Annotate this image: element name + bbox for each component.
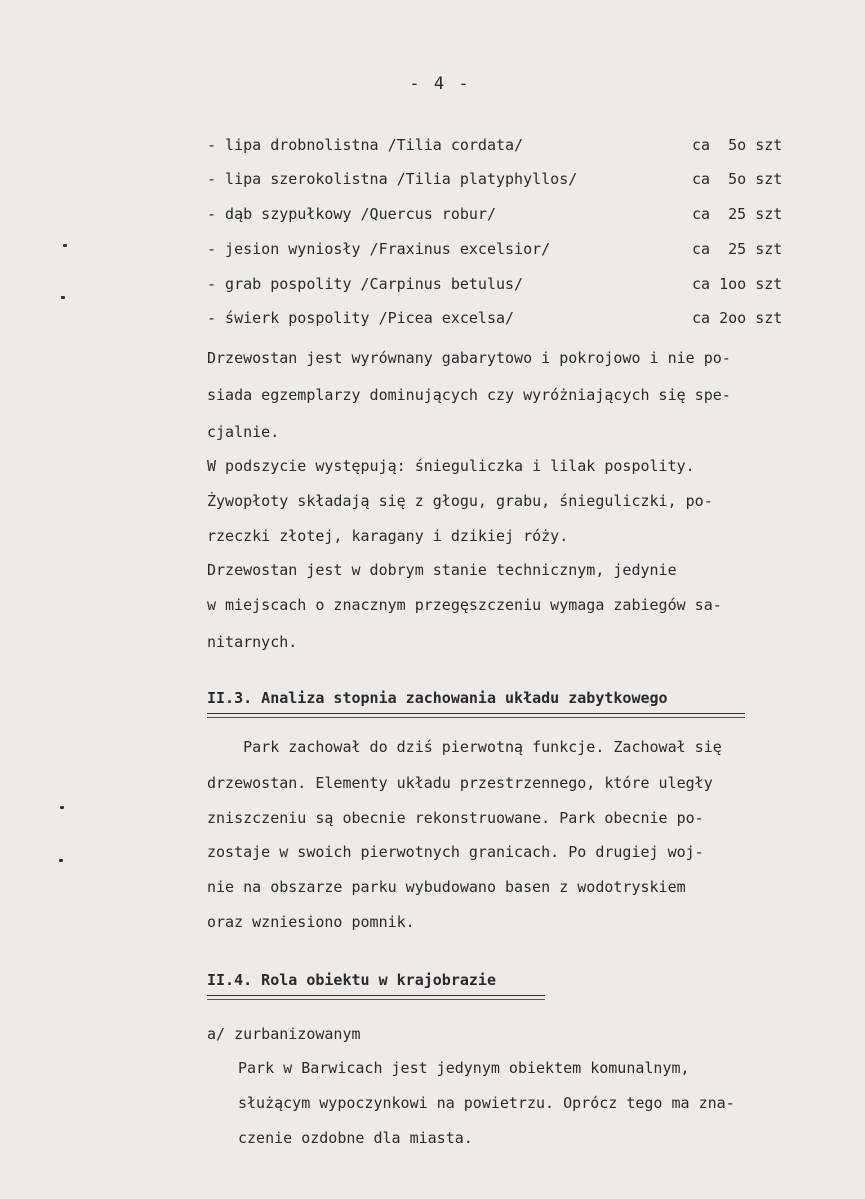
text-line: siada egzemplarzy dominujących czy wyróżniających się spe- (207, 386, 731, 404)
scan-speck (60, 806, 64, 809)
text-line: Park zachował do dziś pierwotną funkcje. Zachował się (207, 738, 722, 756)
scan-speck (61, 296, 65, 299)
text-line: rzeczki złotej, karagany i dzikiej róży. (207, 527, 569, 545)
heading-underline (207, 717, 745, 718)
heading-underline (207, 999, 545, 1000)
species-name: - świerk pospolity /Picea excelsa/ (207, 309, 515, 327)
page-number: - 4 - (409, 74, 471, 94)
text-line: w miejscach o znacznym przegęszczeniu wymaga zabiegów sa- (207, 596, 722, 614)
species-row (207, 136, 797, 158)
section-heading-2-3: II.3. Analiza stopnia zachowania układu zabytkowego (207, 689, 668, 707)
species-row (207, 240, 797, 262)
species-name: - jesion wyniosły /Fraxinus excelsior/ (207, 240, 551, 258)
text-line: Park w Barwicach jest jedynym obiektem komunalnym, (238, 1059, 690, 1077)
text-line: nie na obszarze parku wybudowano basen z wodotryskiem (207, 878, 686, 896)
species-name: - lipa drobnolistna /Tilia cordata/ (207, 136, 524, 154)
text-line: drzewostan. Elementy układu przestrzennego, które uległy (207, 774, 713, 792)
species-name: - grab pospolity /Carpinus betulus/ (207, 275, 524, 293)
species-name: - dąb szypułkowy /Quercus robur/ (207, 205, 496, 223)
scan-speck (63, 244, 67, 247)
subheading: a/ zurbanizowanym (207, 1025, 361, 1043)
text-line: służącym wypoczynkowi na powietrzu. Oprócz tego ma zna- (238, 1094, 735, 1112)
species-quantity: ca 2oo szt (692, 309, 783, 327)
species-name: - lipa szerokolistna /Tilia platyphyllos/ (207, 170, 578, 188)
text-line: cjalnie. (207, 423, 280, 441)
scan-speck (59, 859, 63, 862)
text-line: Drzewostan jest wyrównany gabarytowo i pokrojowo i nie po- (207, 349, 731, 367)
species-quantity: ca 5o szt (692, 170, 783, 188)
text-line: W podszycie występują: śnieguliczka i lilak pospolity. (207, 457, 695, 475)
species-quantity: ca 25 szt (692, 205, 783, 223)
species-row (207, 170, 797, 192)
text-line: czenie ozdobne dla miasta. (238, 1129, 473, 1147)
text-line: zostaje w swoich pierwotnych granicach. Po drugiej woj- (207, 843, 704, 861)
species-quantity: ca 25 szt (692, 240, 783, 258)
species-row (207, 309, 797, 331)
section-heading-2-4: II.4. Rola obiektu w krajobrazie (207, 971, 496, 989)
species-row (207, 275, 797, 297)
text-line: Żywopłoty składają się z głogu, grabu, śnieguliczki, po- (207, 492, 713, 510)
text-line: oraz wzniesiono pomnik. (207, 913, 415, 931)
heading-underline (207, 995, 545, 996)
species-row (207, 205, 797, 227)
heading-underline (207, 713, 745, 714)
species-quantity: ca 5o szt (692, 136, 783, 154)
text-line: Drzewostan jest w dobrym stanie technicznym, jedynie (207, 561, 677, 579)
species-quantity: ca 1oo szt (692, 275, 783, 293)
text-line: nitarnych. (207, 633, 298, 651)
text-line: zniszczeniu są obecnie rekonstruowane. Park obecnie po- (207, 809, 704, 827)
